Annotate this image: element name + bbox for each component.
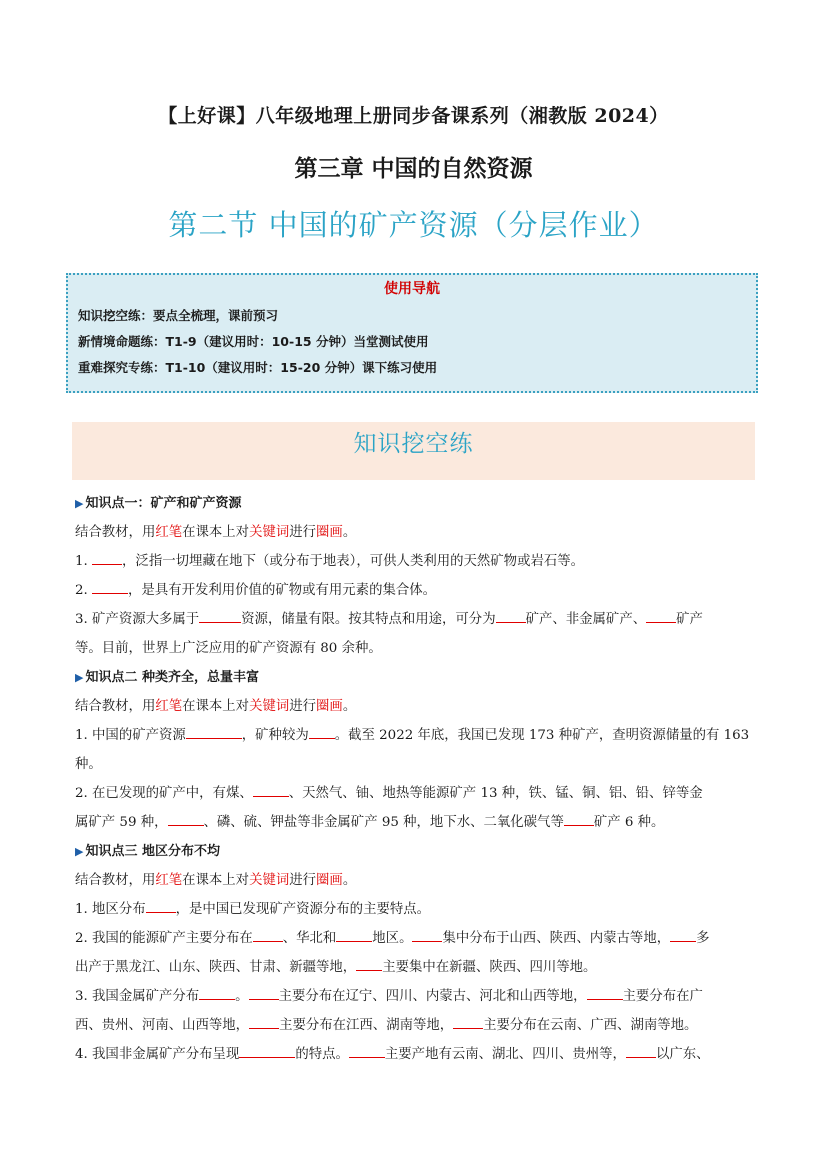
answer-blank[interactable] xyxy=(670,927,696,942)
answer-blank[interactable] xyxy=(186,724,242,739)
usage-guide-line: 重难探究专练：T1-10（建议用时：15-20 分钟）课下练习使用 xyxy=(78,360,438,375)
knowledge-point-heading: ▶ 知识点一：矿产和矿产资源 xyxy=(75,496,242,511)
answer-blank[interactable] xyxy=(587,985,623,1000)
triangle-icon: ▶ xyxy=(75,497,84,510)
banner-title: 知识挖空练 xyxy=(353,431,474,457)
question-line: 种。 xyxy=(75,757,102,772)
answer-blank[interactable] xyxy=(249,1014,279,1029)
usage-guide-title: 使用导航 xyxy=(384,281,440,297)
knowledge-point-heading: ▶ 知识点二 种类齐全，总量丰富 xyxy=(75,670,259,685)
answer-blank[interactable] xyxy=(453,1014,483,1029)
answer-blank[interactable] xyxy=(564,811,594,826)
instruction-line: 结合教材，用红笔在课本上对关键词进行圈画。 xyxy=(75,699,357,714)
triangle-icon: ▶ xyxy=(75,671,84,684)
question-line: 属矿产 59 种， 、磷、硫、钾盐等非金属矿产 95 种，地下水、二氧化碳气等 矿产 6 种。 xyxy=(75,808,758,837)
answer-blank[interactable] xyxy=(253,782,289,797)
question-line: 4. 我国非金属矿产分布呈现 的特点。 主要产地有云南、湖北、四川、贵州等， 以广东、 xyxy=(75,1040,758,1069)
instruction-line: 结合教材，用红笔在课本上对关键词进行圈画。 xyxy=(75,525,357,540)
knowledge-point-heading: ▶ 知识点三 地区分布不均 xyxy=(75,844,220,859)
question-line: 2. ，是具有开发利用价值的矿物或有用元素的集合体。 xyxy=(75,576,758,605)
answer-blank[interactable] xyxy=(626,1043,656,1058)
question-line: 1. 中国的矿产资源 ，矿种较为 。截至 2022 年底，我国已发现 173 种矿产，查明资源储量的有 163 xyxy=(75,721,758,750)
answer-blank[interactable] xyxy=(199,985,235,1000)
answer-blank[interactable] xyxy=(356,956,382,971)
series-title: 【上好课】八年级地理上册同步备课系列（湘教版 2024） xyxy=(158,105,669,127)
answer-blank[interactable] xyxy=(168,811,204,826)
exercise-content xyxy=(75,489,758,1069)
question-line: 3. 我国金属矿产分布 。 主要分布在辽宁、四川、内蒙古、河北和山西等地， 主要分布在广 xyxy=(75,982,758,1011)
answer-blank[interactable] xyxy=(412,927,442,942)
answer-blank[interactable] xyxy=(199,608,241,623)
section-title: 第二节 中国的矿产资源（分层作业） xyxy=(168,208,659,242)
answer-blank[interactable] xyxy=(239,1043,295,1058)
question-line: 2. 我国的能源矿产主要分布在 、华北和 地区。 集中分布于山西、陕西、内蒙古等地， 多 xyxy=(75,924,758,953)
answer-blank[interactable] xyxy=(92,550,122,565)
section-banner xyxy=(72,422,755,480)
answer-blank[interactable] xyxy=(336,927,372,942)
question-line: 2. 在已发现的矿产中，有煤、 、天然气、铀、地热等能源矿产 13 种，铁、锰、铜、铝、铅、锌等金 xyxy=(75,779,758,808)
question-line: 等。目前，世界上广泛应用的矿产资源有 80 余种。 xyxy=(75,641,382,656)
usage-guide-line: 新情境命题练：T1-9（建议用时：10-15 分钟）当堂测试使用 xyxy=(78,334,429,349)
answer-blank[interactable] xyxy=(496,608,526,623)
answer-blank[interactable] xyxy=(309,724,335,739)
answer-blank[interactable] xyxy=(349,1043,385,1058)
usage-guide-line: 知识挖空练：要点全梳理，课前预习 xyxy=(78,308,279,323)
chapter-title: 第三章 中国的自然资源 xyxy=(294,156,533,182)
triangle-icon: ▶ xyxy=(75,845,84,858)
usage-guide-box xyxy=(66,273,758,393)
question-line: 西、贵州、河南、山西等地， 主要分布在江西、湖南等地， 主要分布在云南、广西、湖南等地。 xyxy=(75,1011,758,1040)
question-line: 3. 矿产资源大多属于 资源，储量有限。按其特点和用途，可分为 矿产、非金属矿产、 矿产 xyxy=(75,605,758,634)
answer-blank[interactable] xyxy=(253,927,283,942)
question-line: 出产于黑龙江、山东、陕西、甘肃、新疆等地， 主要集中在新疆、陕西、四川等地。 xyxy=(75,953,758,982)
answer-blank[interactable] xyxy=(92,579,128,594)
answer-blank[interactable] xyxy=(646,608,676,623)
question-line: 1. ，泛指一切埋藏在地下（或分布于地表），可供人类利用的天然矿物或岩石等。 xyxy=(75,547,758,576)
question-line: 1. 地区分布 ，是中国已发现矿产资源分布的主要特点。 xyxy=(75,895,758,924)
instruction-line: 结合教材，用红笔在课本上对关键词进行圈画。 xyxy=(75,873,357,888)
answer-blank[interactable] xyxy=(146,898,176,913)
answer-blank[interactable] xyxy=(249,985,279,1000)
